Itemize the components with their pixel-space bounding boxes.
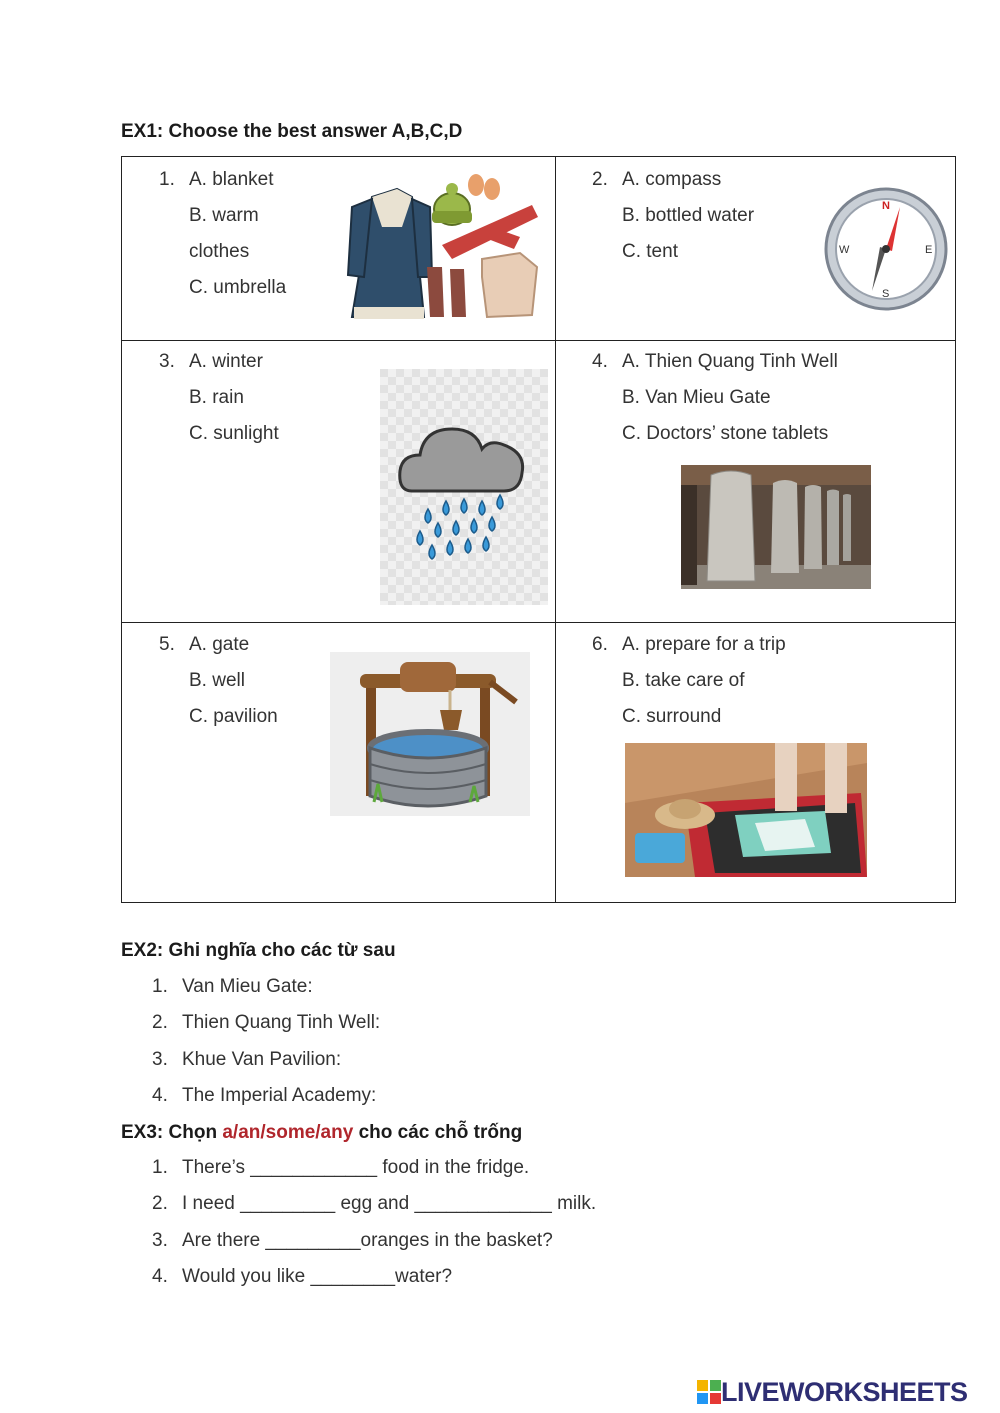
item-number: 4. xyxy=(152,1265,168,1287)
rain-cloud-icon xyxy=(380,369,548,605)
question-number: 3. xyxy=(159,351,175,372)
ex2-list xyxy=(152,969,380,1114)
item-number: 2. xyxy=(152,1012,168,1034)
item-text: Khue Van Pavilion: xyxy=(182,1048,342,1070)
option-b-continued: clothes xyxy=(189,241,250,262)
list-item xyxy=(152,1150,596,1186)
option-a: A. gate xyxy=(189,634,250,655)
item-text: The Imperial Academy: xyxy=(182,1084,377,1106)
ex1-table xyxy=(121,156,956,903)
list-item xyxy=(152,1259,596,1295)
logo-text: LIVEWORKSHEETS xyxy=(721,1377,968,1407)
list-item xyxy=(152,1078,380,1114)
svg-text:E: E xyxy=(925,244,933,256)
ex2-title: EX2: Ghi nghĩa cho các từ sau xyxy=(121,940,396,961)
table-divider xyxy=(122,622,955,623)
item-number: 1. xyxy=(152,1157,168,1178)
option-b: B. rain xyxy=(189,387,244,408)
well-icon xyxy=(330,652,530,816)
option-b: B. bottled water xyxy=(622,205,755,226)
item-number: 3. xyxy=(152,1048,168,1070)
ex3-title-prefix: EX3: Chọn xyxy=(121,1122,223,1143)
logo-blocks-icon xyxy=(697,1380,721,1404)
option-a: A. blanket xyxy=(189,169,274,190)
option-c: C. Doctors’ stone tablets xyxy=(622,423,829,444)
option-a: A. Thien Quang Tinh Well xyxy=(622,351,838,372)
question-number: 2. xyxy=(592,169,608,190)
item-text: Van Mieu Gate: xyxy=(182,976,313,997)
ex3-list xyxy=(152,1150,596,1295)
table-divider xyxy=(122,340,955,341)
stone-tablets-photo xyxy=(681,465,871,589)
option-a: A. prepare for a trip xyxy=(622,634,786,655)
item-number: 3. xyxy=(152,1229,168,1251)
list-item xyxy=(152,1042,380,1078)
item-number: 4. xyxy=(152,1084,168,1106)
option-a: A. winter xyxy=(189,351,263,372)
winter-clothes-icon xyxy=(342,167,552,327)
option-c: C. surround xyxy=(622,706,722,727)
question-number: 5. xyxy=(159,634,175,655)
item-number: 1. xyxy=(152,976,168,997)
question-number: 1. xyxy=(159,169,175,190)
liveworksheets-logo[interactable] xyxy=(697,1377,968,1408)
ex3-title-suffix: cho các chỗ trống xyxy=(353,1122,523,1143)
option-b: B. take care of xyxy=(622,670,745,691)
option-c: C. sunlight xyxy=(189,423,279,444)
svg-text:S: S xyxy=(882,288,890,300)
option-b: B. warm xyxy=(189,205,259,226)
table-divider xyxy=(555,157,556,902)
item-text: Thien Quang Tinh Well: xyxy=(182,1012,381,1034)
option-c: C. pavilion xyxy=(189,706,278,727)
list-item xyxy=(152,969,380,1005)
item-text: I need _________ egg and _____________ milk. xyxy=(182,1193,597,1215)
option-b: B. Van Mieu Gate xyxy=(622,387,771,408)
question-number: 6. xyxy=(592,634,608,655)
ex1-title: EX1: Choose the best answer A,B,C,D xyxy=(121,121,463,142)
list-item xyxy=(152,1223,596,1259)
ex3-title xyxy=(121,1122,522,1144)
item-text: Are there _________oranges in the basket? xyxy=(182,1229,553,1251)
item-text: There’s ____________ food in the fridge. xyxy=(182,1157,530,1178)
option-c: C. umbrella xyxy=(189,277,287,298)
option-b: B. well xyxy=(189,670,245,691)
svg-text:N: N xyxy=(882,200,890,212)
svg-text:W: W xyxy=(839,244,850,256)
option-c: C. tent xyxy=(622,241,678,262)
item-number: 2. xyxy=(152,1193,168,1215)
option-a: A. compass xyxy=(622,169,722,190)
list-item xyxy=(152,1186,596,1222)
list-item xyxy=(152,1005,380,1041)
question-number: 4. xyxy=(592,351,608,372)
item-text: Would you like ________water? xyxy=(182,1265,453,1287)
ex3-title-highlight: a/an/some/any xyxy=(222,1122,354,1143)
compass-icon xyxy=(822,185,952,315)
packing-suitcase-photo xyxy=(625,743,867,877)
